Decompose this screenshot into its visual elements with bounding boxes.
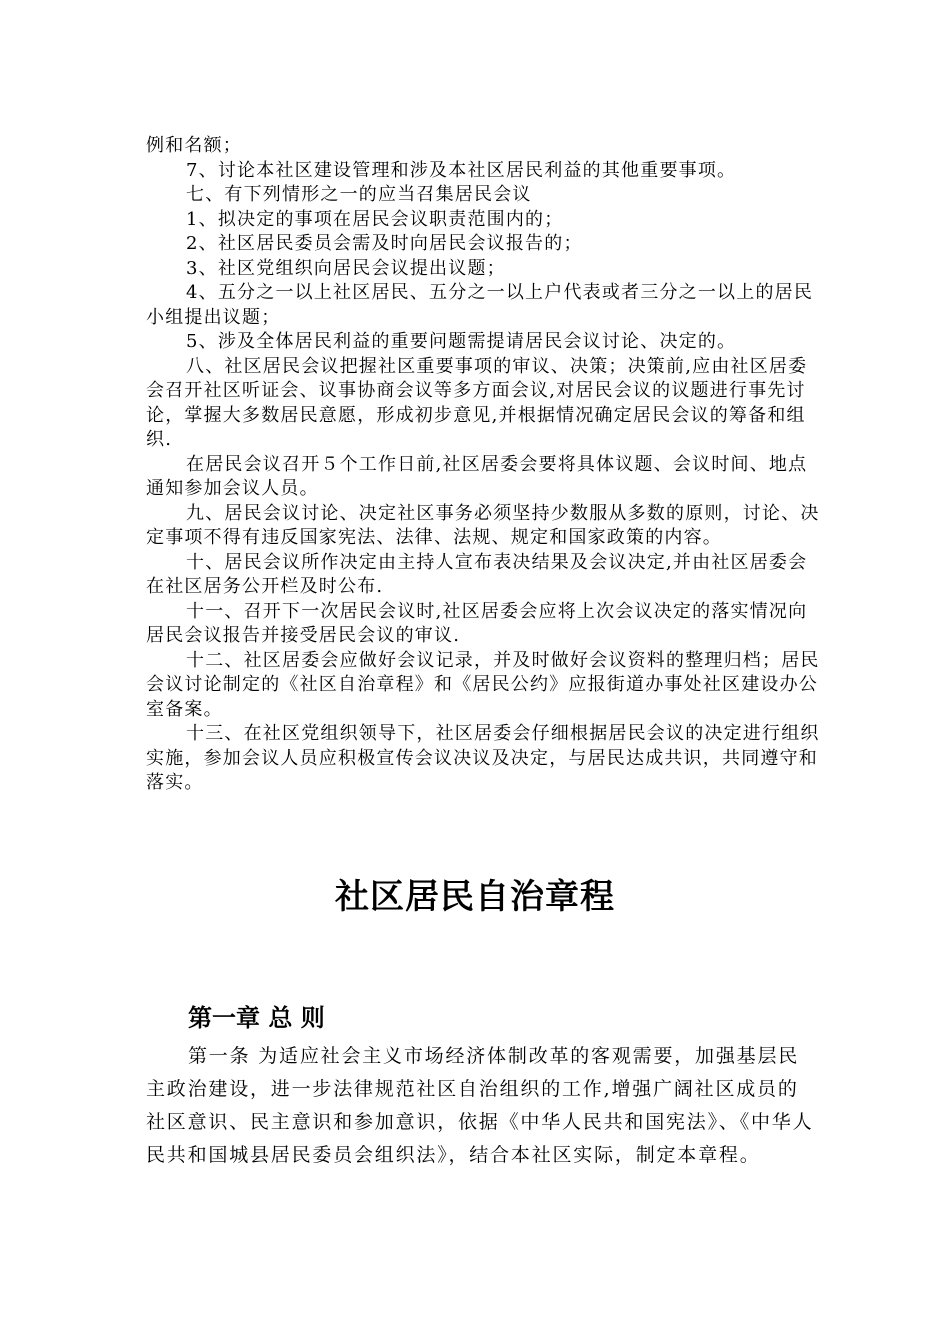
paragraph: 十一、召开下一次居民会议时,社区居委会应将上次会议决定的落实情况向居民会议报告并接受居民会议的审议. <box>146 600 808 646</box>
paragraph: 十二、社区居委会应做好会议记录，并及时做好会议资料的整理归档；居民会议讨论制定的《社区自治章程》和《居民公约》应报街道办事处社区建设办公室备案。 <box>146 649 820 720</box>
paragraph: 例和名额； <box>146 135 242 156</box>
meeting-rules-section <box>146 134 826 796</box>
paragraph: 7、讨论本社区建设管理和涉及本社区居民利益的其他重要事项。 <box>186 159 737 181</box>
paragraph: 十三、在社区党组织领导下，社区居委会仔细根据居民会议的决定进行组织实施，参加会议人员应积极宣传会议决议及决定，与居民达成共识，共同遵守和落实。 <box>146 723 820 793</box>
paragraph: 七、有下列情形之一的应当召集居民会议 <box>186 184 532 205</box>
paragraph: 3、社区党组织向居民会议提出议题； <box>186 257 506 279</box>
paragraph: 1、拟决定的事项在居民会议职责范围内的； <box>186 208 564 230</box>
paragraph: 2、社区居民委员会需及时向居民会议报告的； <box>186 233 583 254</box>
paragraph: 在居民会议召开５个工作日前,社区居委会要将具体议题、会议时间、地点通知参加会议人员。 <box>146 453 808 499</box>
paragraph: 九、居民会议讨论、决定社区事务必须坚持少数服从多数的原则，讨论、决定事项不得有违反国家宪法、法律、法规、规定和国家政策的内容。 <box>146 502 820 548</box>
charter-section <box>146 1040 814 1172</box>
paragraph: 八、社区居民会议把握社区重要事项的审议、决策；决策前,应由社区居委会召开社区听证会、议事协商会议等多方面会议,对居民会议的议题进行事先讨论，掌握大多数居民意愿，形成初步意见,并根据情况确定居民会议的筹备和组织. <box>146 355 808 450</box>
chapter-heading: 第一章 总 则 <box>188 1004 325 1032</box>
paragraph: 5、涉及全体居民利益的重要问题需提请居民会议讨论、决定的。 <box>186 331 737 352</box>
document-title: 社区居民自治章程 <box>335 877 615 917</box>
paragraph: 4、五分之一以上社区居民、五分之一以上户代表或者三分之一以上的居民小组提出议题； <box>146 282 814 328</box>
paragraph: 第一条 为适应社会主义市场经济体制改革的客观需要，加强基层民主政治建设，进一步法律规范社区自治组织的工作,增强广阔社区成员的社区意识、民主意识和参加意识，依据《中华人民共和国宪法》、《中华人民共和国城县居民委员会组织法》，结合本社区实际，制定本章程。 <box>146 1045 814 1166</box>
paragraph: 十、居民会议所作决定由主持人宣布表决结果及会议决定,并由社区居委会在社区居务公开栏及时公布. <box>146 551 808 597</box>
